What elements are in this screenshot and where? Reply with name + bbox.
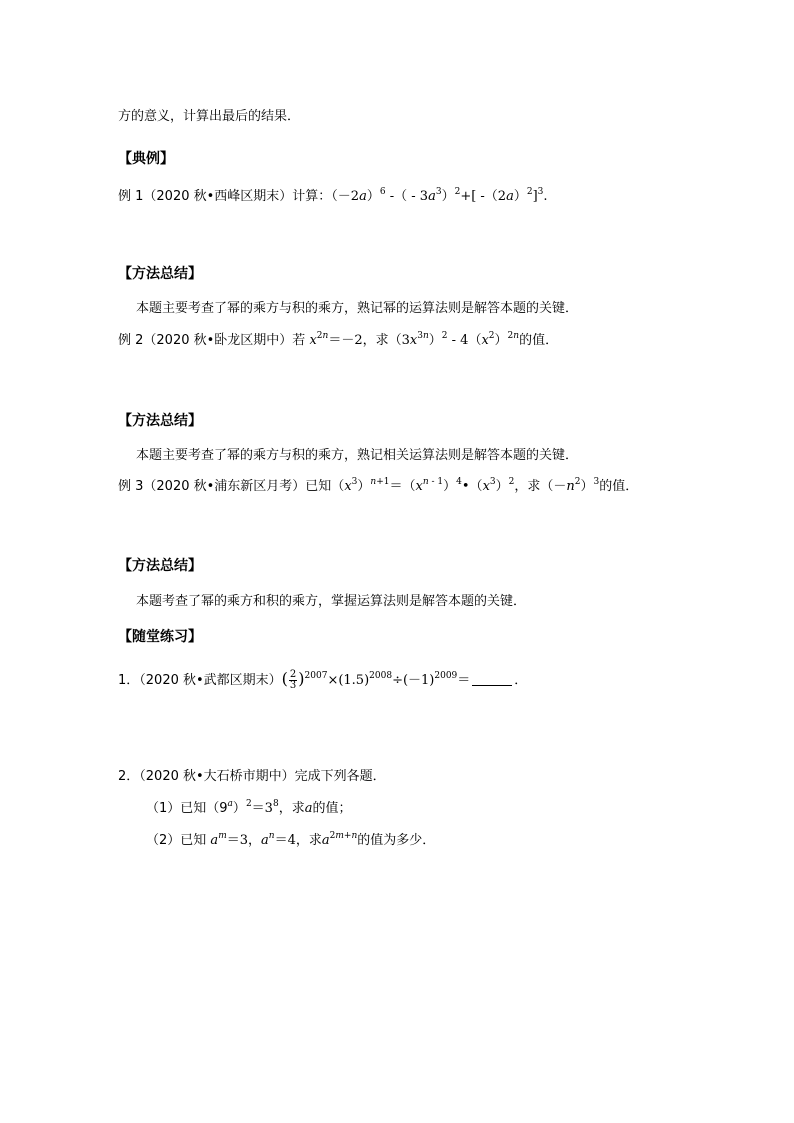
example-3-given: $(x^3)^{n+1}=(x^{n - 1})^4•(x^3)^2$ [331, 477, 515, 494]
section-heading-dianli: 【典例】 [118, 151, 174, 167]
example-1-prefix: 例 1（2020 秋•西峰区期末）计算： [118, 189, 332, 204]
example-3-prefix: 例 3（2020 秋•浦东新区月考）已知 [118, 479, 332, 494]
example-3-suffix: 的值． [599, 479, 639, 494]
practice-2-item-1 [146, 800, 351, 818]
practice-1-formula: ( $\frac{2}{3}$ )$^{2007}\times(1.5)^{2008}\div(-1)^{2009}=$ [281, 669, 471, 691]
section-heading-fangfa-3: 【方法总结】 [118, 558, 202, 574]
example-1 [118, 188, 548, 206]
example-1-formula: $(-2a)^6$ -（ - $3a^3)^2+$[ $-(2a)^2]^3$. [331, 187, 548, 204]
section-heading-fangfa-2: 【方法总结】 [118, 413, 202, 429]
example-2-summary: 本题主要考查了幂的乘方与积的乘方，熟记相关运算法则是解答本题的关键． [136, 448, 579, 463]
practice-2-item-1-mid: ，求 [278, 801, 305, 816]
practice-2-item-2 [146, 832, 435, 850]
practice-2-item-2-mid: ，求 [295, 833, 322, 848]
section-heading-suitang: 【随堂练习】 [118, 629, 202, 645]
section-heading-fangfa-1: 【方法总结】 [118, 266, 202, 282]
practice-2: 2．（2020 秋•大石桥市期中）完成下列各题． [118, 769, 386, 784]
practice-1-suffix: ． [514, 673, 528, 688]
intro-text: 方的意义，计算出最后的结果． [118, 109, 301, 124]
example-3 [118, 478, 638, 496]
example-2-suffix: 的值． [519, 333, 559, 348]
example-3-summary: 本题考查了幂的乘方和积的乘方，掌握运算法则是解答本题的关键． [136, 594, 527, 609]
practice-2-item-1-suffix: 的值； [312, 801, 352, 816]
practice-2-item-2-prefix: （2）已知 [146, 833, 207, 848]
example-3-mid: ，求 [514, 479, 541, 494]
practice-2-item-1-prefix: （1）已知（9 [146, 801, 228, 816]
example-2-prefix: 例 2（2020 秋•卧龙区期中）若 [118, 333, 306, 348]
practice-2-item-1-var: a [304, 801, 313, 816]
example-2 [118, 332, 558, 350]
example-1-summary: 本题主要考查了幂的乘方与积的乘方，熟记幂的运算法则是解答本题的关键． [136, 301, 579, 316]
practice-2-item-2-suffix: 的值为多少． [357, 833, 436, 848]
practice-2-item-1-formula: $^a)^2=3^8$ [227, 799, 279, 816]
practice-1 [118, 670, 527, 691]
practice-2-item-2-given: $a^m=3$，$a^n=4$ [210, 831, 296, 848]
example-2-given: $x^{2n}=-2$ [309, 331, 363, 348]
practice-1-prefix: 1．（2020 秋•武都区期末） [118, 673, 282, 688]
practice-2-item-2-formula: $a^{2m+n}$ [321, 831, 358, 848]
answer-blank[interactable] [472, 673, 512, 686]
example-2-formula: $(3x^{3n})^2 - 4(x^2)^{2n}$ [388, 331, 520, 348]
example-2-mid: ，求 [362, 333, 389, 348]
example-3-formula: $(-n^2)^3$ [540, 477, 600, 494]
